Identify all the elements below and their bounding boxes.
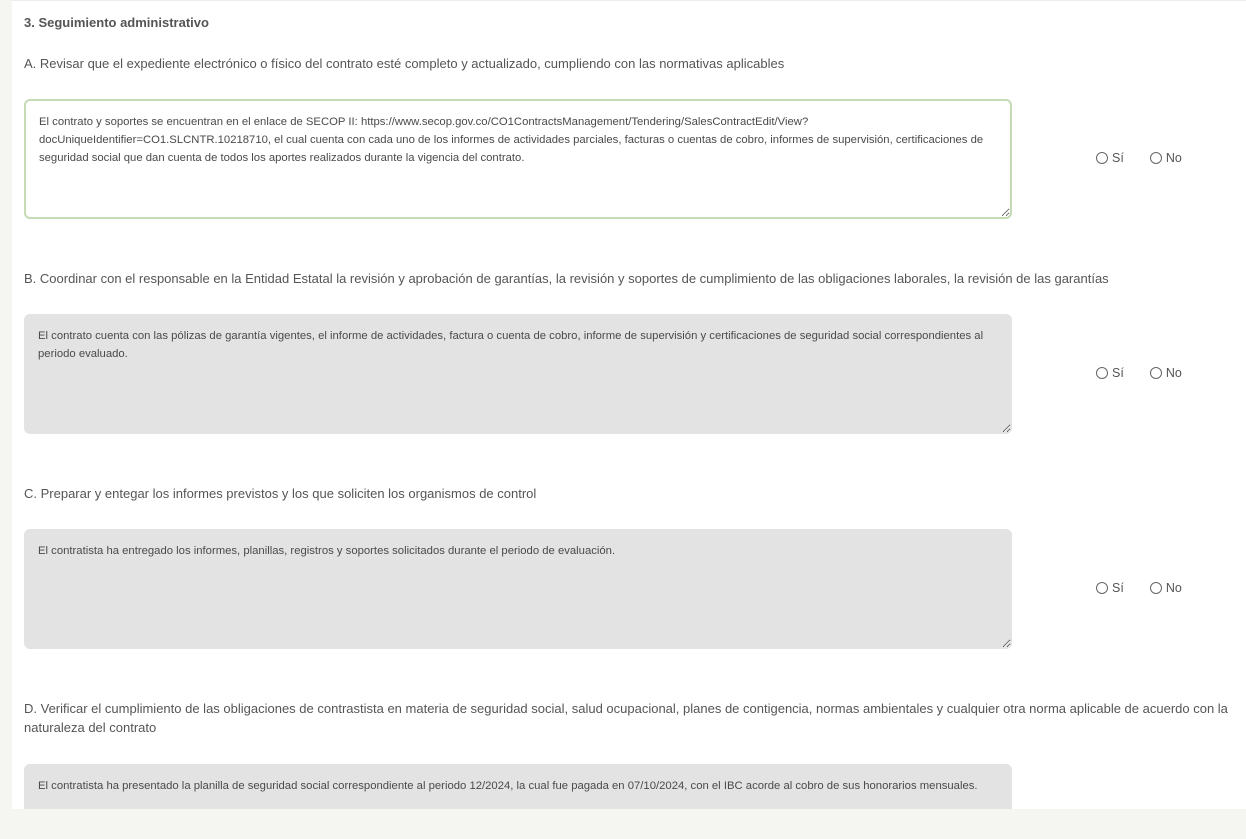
question-d: D. Verificar el cumplimiento de las obligaciones de contrastista en materia de seguridad social, salud ocupacional, planes de contigencia, normas ambientales y cualquier otra norma aplicable de acuerdo con la naturaleza del contrato xyxy=(24,701,1228,735)
radio-yes-label: Sí xyxy=(1112,151,1124,165)
radio-circle-icon[interactable] xyxy=(1096,367,1108,379)
radio-c-yes[interactable] xyxy=(1096,581,1124,595)
form-panel xyxy=(12,0,1246,809)
radio-no-label: No xyxy=(1165,151,1182,165)
radio-b-no[interactable] xyxy=(1150,366,1182,380)
radio-circle-icon[interactable] xyxy=(1150,582,1162,594)
radio-yes-label: Sí xyxy=(1112,581,1124,595)
answer-c-textarea[interactable] xyxy=(24,529,1012,649)
radio-group-a xyxy=(1096,151,1182,165)
radio-yes-label: Sí xyxy=(1112,366,1124,380)
radio-circle-icon[interactable] xyxy=(1096,152,1108,164)
question-b: B. Coordinar con el responsable en la Entidad Estatal la revisión y aprobación de garantías, la revisión y soportes de cumplimiento de las obligaciones laborales, la revisión de las garantías xyxy=(24,271,1109,286)
question-c: C. Preparar y entegar los informes previstos y los que soliciten los organismos de control xyxy=(24,486,537,501)
radio-circle-icon[interactable] xyxy=(1150,367,1162,379)
question-a: A. Revisar que el expediente electrónico o físico del contrato esté completo y actualizado, cumpliendo con las normativas aplicables xyxy=(24,56,785,71)
section-title: 3. Seguimiento administrativo xyxy=(24,15,209,30)
radio-circle-icon[interactable] xyxy=(1150,152,1162,164)
radio-group-c xyxy=(1096,581,1182,595)
radio-circle-icon[interactable] xyxy=(1096,582,1108,594)
radio-b-yes[interactable] xyxy=(1096,366,1124,380)
radio-c-no[interactable] xyxy=(1150,581,1182,595)
answer-d-textarea[interactable] xyxy=(24,764,1012,809)
answer-b-textarea[interactable] xyxy=(24,314,1012,434)
radio-a-no[interactable] xyxy=(1150,151,1182,165)
radio-no-label: No xyxy=(1165,366,1182,380)
answer-a-textarea[interactable] xyxy=(24,99,1012,219)
radio-a-yes[interactable] xyxy=(1096,151,1124,165)
radio-no-label: No xyxy=(1165,581,1182,595)
radio-group-b xyxy=(1096,366,1182,380)
